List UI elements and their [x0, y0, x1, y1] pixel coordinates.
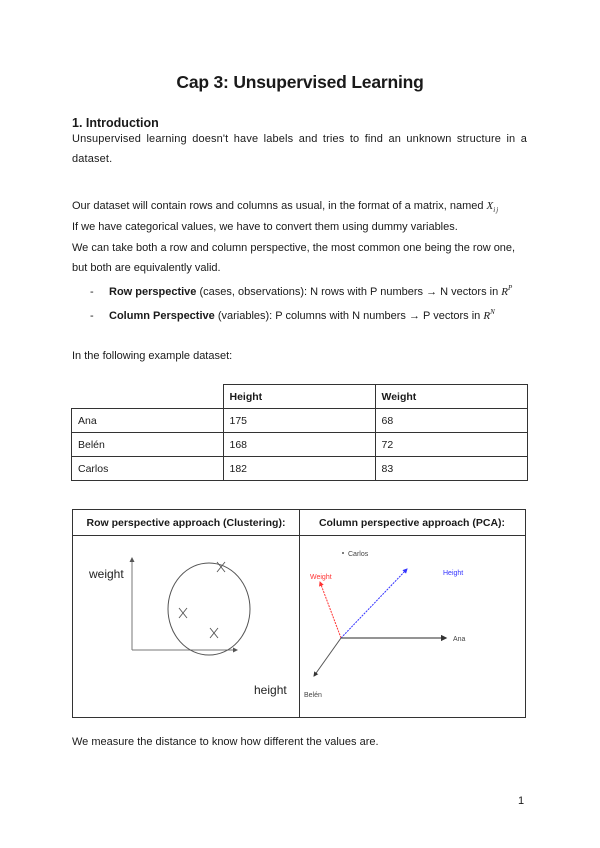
table-cell-name: Carlos — [72, 457, 224, 481]
section-heading: 1. Introduction — [72, 116, 159, 130]
table-cell-name: Belén — [72, 433, 224, 457]
table-cell-height: 175 — [223, 409, 375, 433]
bullet-text: (cases, observations): N rows with P numbers → N vectors in — [196, 286, 502, 298]
clustering-header: Row perspective approach (Clustering): — [73, 510, 299, 536]
bullet-bold: Row perspective — [109, 286, 197, 298]
bullet-marker: - — [90, 286, 94, 298]
weight-vector-label: Weight — [310, 574, 332, 581]
table-header-weight: Weight — [375, 385, 527, 409]
bullet-marker: - — [90, 310, 94, 322]
height-vector-arrow — [341, 569, 407, 638]
table-row — [72, 433, 528, 457]
pca-header: Column perspective approach (PCA): — [299, 510, 525, 536]
math-r: R — [501, 286, 508, 298]
math-r: R — [483, 310, 491, 322]
page-title: Cap 3: Unsupervised Learning — [176, 72, 424, 92]
carlos-label: Carlos — [348, 551, 369, 558]
table-cell-name: Ana — [72, 409, 224, 433]
table-cell-weight: 68 — [375, 409, 527, 433]
example-dataset-table — [71, 384, 528, 481]
x-axis-label: height — [254, 683, 287, 697]
closing-paragraph: We measure the distance to know how different the values are. — [72, 736, 379, 748]
cluster-point-marker — [217, 562, 225, 572]
bullet-bold: Column Perspective — [109, 310, 215, 322]
perspective-paragraph: We can take both a row and column perspective, the most common one being the row one, but both are equivalently valid. — [72, 242, 516, 274]
clustering-diagram — [73, 536, 299, 718]
weight-vector-arrow — [320, 582, 341, 638]
height-vector-label: Height — [443, 570, 464, 577]
table-row — [72, 457, 528, 481]
table-corner-cell — [72, 385, 224, 409]
bullet-column-perspective — [109, 310, 495, 322]
matrix-sentence: Our dataset will contain rows and columns as usual, in the format of a matrix, named — [72, 200, 487, 212]
table-cell-weight: 72 — [375, 433, 527, 457]
page-number: 1 — [518, 795, 525, 807]
math-sup: P — [508, 284, 513, 292]
table-header-row — [72, 385, 528, 409]
matrix-subscript: ij — [493, 206, 500, 214]
belen-label: Belén — [304, 692, 322, 699]
belen-vector-arrow — [314, 638, 341, 676]
intro-paragraph: Unsupervised learning doesn't have labels and tries to find an unknown structure in a dataset. — [72, 133, 527, 165]
perspective-diagrams-table — [72, 509, 526, 718]
matrix-paragraph — [72, 196, 527, 217]
bullet-text: (variables): P columns with N numbers → P vectors in — [214, 310, 484, 322]
table-row — [72, 409, 528, 433]
table-cell-height: 168 — [223, 433, 375, 457]
example-intro: In the following example dataset: — [72, 350, 233, 362]
bullet-row-perspective — [109, 286, 512, 298]
ana-label: Ana — [453, 636, 466, 643]
categorical-paragraph: If we have categorical values, we have to convert them using dummy variables. — [72, 221, 458, 233]
y-axis-label: weight — [89, 567, 124, 581]
cluster-point-marker — [179, 608, 187, 618]
table-header-height: Height — [223, 385, 375, 409]
pca-diagram — [300, 536, 526, 718]
matrix-symbol: X — [486, 200, 494, 212]
table-cell-weight: 83 — [375, 457, 527, 481]
table-cell-height: 182 — [223, 457, 375, 481]
carlos-point — [342, 552, 344, 554]
cluster-point-marker — [210, 628, 218, 638]
math-sup: N — [490, 308, 495, 316]
